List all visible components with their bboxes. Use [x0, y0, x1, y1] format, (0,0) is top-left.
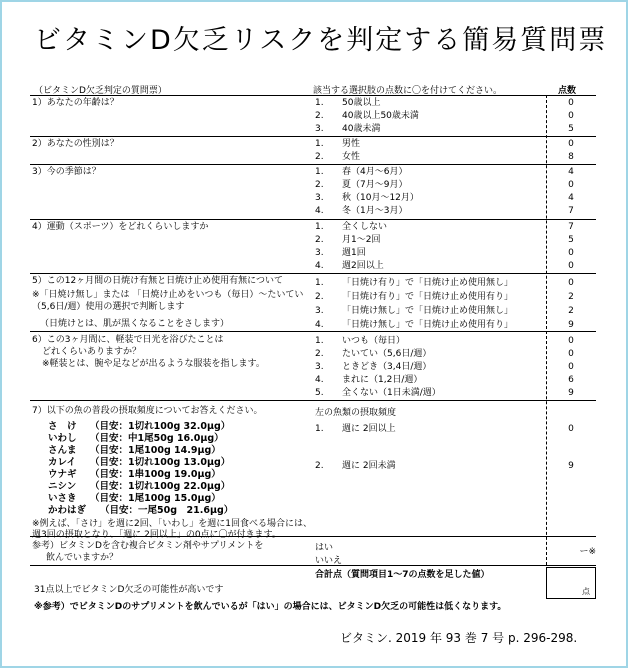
q6-opt5-label[interactable]: 全くない（1日未満/週） [342, 388, 441, 398]
q1-opt1-number: 1. [315, 98, 324, 108]
total-label: 合計点（質問項目1〜7の点数を足した値） [315, 570, 490, 580]
q6-note: ※軽装とは、腕や足などが出るような服装を指します。 [42, 359, 265, 369]
fish-name: いさき [48, 493, 77, 504]
page-title: ビタミンD欠乏リスクを判定する簡易質問票 [34, 25, 608, 56]
q7-note1: ※例えば、「さけ」を週に2回、「いわし」を週に1回食べる場合には、 [32, 519, 312, 529]
q6-opt1-score[interactable]: 0 [568, 336, 574, 346]
fish-name: ニシン [48, 481, 77, 492]
q7-opt1-label[interactable]: 週に 2回以上 [342, 424, 396, 434]
q7-opt2-label[interactable]: 週に 2回未満 [342, 461, 396, 471]
rule [30, 219, 596, 220]
q3-opt2-number: 2. [315, 180, 324, 190]
q5-opt3-label[interactable]: 「日焼け無し」で「日焼け止め使用無し」 [342, 306, 514, 316]
q7-opt1-score[interactable]: 0 [568, 424, 574, 434]
fish-guide: （目安：1切れ100g 22.0μg） [90, 481, 231, 492]
fish-guide: （目安：1尾100g 14.9μg） [90, 445, 221, 456]
q3-opt2-label[interactable]: 夏（7月〜9月） [342, 180, 408, 190]
q4-opt4-number: 4. [315, 261, 324, 271]
q7-note2: 週3回の摂取となり、「週に 2回以上」の0点に〇が付きます。 [32, 530, 281, 540]
q1-opt2-number: 2. [315, 111, 324, 121]
q2-opt1-score[interactable]: 0 [568, 139, 574, 149]
q4-opt1-score[interactable]: 7 [568, 222, 574, 232]
q5-opt1-score[interactable]: 0 [568, 278, 574, 288]
q3-opt1-score[interactable]: 4 [568, 167, 574, 177]
q5-opt4-number: 4. [315, 320, 324, 330]
q4-opt2-label[interactable]: 月1〜2回 [342, 235, 381, 245]
supplement-score: ー※ [579, 547, 596, 557]
q3-opt4-number: 4. [315, 206, 324, 216]
supplement-no[interactable]: いいえ [315, 556, 343, 566]
rule [30, 273, 596, 274]
q4-opt4-score[interactable]: 0 [568, 261, 574, 271]
q4-question: 4）運動（スポーツ）をどれくらいしますか [32, 222, 209, 232]
q4-opt3-label[interactable]: 週1回 [342, 248, 366, 258]
q6-opt4-label[interactable]: まれに（1,2日/週） [342, 375, 423, 385]
q1-opt2-label[interactable]: 40歳以上50歳未満 [342, 111, 419, 121]
q6-opt1-number: 1. [315, 336, 324, 346]
header-score: 点数 [558, 86, 577, 96]
q7-question: 7）以下の魚の普段の摂取頻度についてお答えください。 [32, 406, 263, 416]
q3-opt3-score[interactable]: 4 [568, 193, 574, 203]
q6-opt2-label[interactable]: たいてい（5,6日/週） [342, 349, 432, 359]
rule [30, 400, 596, 401]
rule [30, 164, 596, 165]
rule [30, 136, 596, 137]
header-left: （ビタミンD欠乏判定の質問票） [34, 86, 167, 96]
q6-opt5-number: 5. [315, 388, 324, 398]
q3-opt3-label[interactable]: 秋（10月〜12月） [342, 193, 419, 203]
fish-name: いわし [48, 433, 77, 444]
q3-opt2-score[interactable]: 0 [568, 180, 574, 190]
q1-opt3-score[interactable]: 5 [568, 124, 574, 134]
q1-opt1-label[interactable]: 50歳以上 [342, 98, 381, 108]
q7-freq-header: 左の魚類の摂取頻度 [315, 408, 397, 418]
rule [30, 565, 596, 566]
supplement-yes[interactable]: はい [315, 543, 334, 553]
fish-name: ウナギ [48, 469, 77, 480]
q6-question: 6）この3ヶ月間に、軽装で日光を浴びたことは [32, 335, 224, 345]
score-divider [546, 95, 547, 565]
q1-opt3-number: 3. [315, 124, 324, 134]
rule [30, 95, 596, 96]
q5-note3: （日焼けとは、肌が黒くなることをさします） [40, 319, 230, 329]
q5-note1: ※「日焼け無し」または 「日焼け止めをいつも（毎日）〜たいてい [32, 290, 304, 300]
q2-opt1-label[interactable]: 男性 [342, 139, 361, 149]
q5-opt1-number: 1. [315, 278, 324, 288]
q3-opt3-number: 3. [315, 193, 324, 203]
q6-opt2-number: 2. [315, 349, 324, 359]
q4-opt4-label[interactable]: 週2回以上 [342, 261, 384, 271]
footnote: ※参考）でビタミンDのサプリメントを飲んでいるが「はい」の場合には、ビタミンD欠乏の可能性は低くなります。 [34, 602, 507, 612]
fish-guide: （目安：1切れ100g 32.0μg） [90, 421, 231, 432]
fish-guide: （目安：一尾50g 21.6μg） [100, 505, 234, 516]
q5-note2: （5,6日/週）使用の選択で判断します [32, 302, 185, 312]
q2-opt2-score[interactable]: 8 [568, 152, 574, 162]
q1-question: 1）あなたの年齢は？ [32, 98, 119, 108]
q6-opt1-label[interactable]: いつも（毎日） [342, 336, 406, 346]
q5-opt4-score[interactable]: 9 [568, 320, 574, 330]
q3-opt1-number: 1. [315, 167, 324, 177]
citation: ビタミン. 2019 年 93 巻 7 号 p. 296-298. [340, 631, 578, 645]
fish-guide: （目安：1切れ100g 13.0μg） [90, 457, 231, 468]
q7-opt2-number: 2. [315, 461, 324, 471]
supplement-question-line2: 飲んでいますか？ [46, 553, 119, 563]
q4-opt1-label[interactable]: 全くしない [342, 222, 388, 232]
q4-opt3-score[interactable]: 0 [568, 248, 574, 258]
q6-opt4-score[interactable]: 6 [568, 375, 574, 385]
q4-opt1-number: 1. [315, 222, 324, 232]
q6-opt5-score[interactable]: 9 [568, 388, 574, 398]
total-threshold: 31点以上でビタミンD欠乏の可能性が高いです [34, 585, 224, 595]
q2-opt2-number: 2. [315, 152, 324, 162]
total-unit: 点 [582, 587, 590, 596]
fish-name: さんま [48, 445, 77, 456]
rule [30, 331, 596, 332]
fish-guide: （目安：中1尾50g 16.0μg） [90, 433, 224, 444]
fish-name: かわはぎ [48, 505, 87, 516]
q4-opt2-number: 2. [315, 235, 324, 245]
q1-opt1-score[interactable]: 0 [568, 98, 574, 108]
fish-guide: （目安：1串100g 19.0μg） [90, 469, 221, 480]
q6-opt3-score[interactable]: 0 [568, 362, 574, 372]
q3-opt1-label[interactable]: 春（4月〜6月） [342, 167, 408, 177]
q7-opt2-score[interactable]: 9 [568, 461, 574, 471]
q6-opt3-label[interactable]: ときどき（3,4日/週） [342, 362, 432, 372]
fish-name: さ け [48, 421, 77, 432]
q2-question: 2）あなたの性別は？ [32, 139, 119, 149]
q1-opt2-score[interactable]: 0 [568, 111, 574, 121]
fish-name: カレイ [48, 457, 77, 468]
q5-opt3-score[interactable]: 2 [568, 306, 574, 316]
q4-opt2-score[interactable]: 5 [568, 235, 574, 245]
q5-opt3-number: 3. [315, 306, 324, 316]
q5-question: 5）この12ヶ月間の日焼け有無と日焼け止め使用有無について [32, 276, 283, 286]
q5-opt2-number: 2. [315, 292, 324, 302]
q1-opt3-label[interactable]: 40歳未満 [342, 124, 381, 134]
q5-opt2-score[interactable]: 2 [568, 292, 574, 302]
q6-question-line2: どれくらいありますか？ [42, 347, 142, 357]
q2-opt2-label[interactable]: 女性 [342, 152, 361, 162]
supplement-question: 参考）ビタミンDを含む複合ビタミン剤やサプリメントを [32, 541, 264, 551]
q3-question: 3）今の季節は？ [32, 167, 101, 177]
q3-opt4-label[interactable]: 冬（1月〜3月） [342, 206, 408, 216]
q3-opt4-score[interactable]: 7 [568, 206, 574, 216]
q7-opt1-number: 1. [315, 424, 324, 434]
fish-guide: （目安：1尾100g 15.0μg） [90, 493, 221, 504]
header-middle: 該当する選択肢の点数に〇を付けてください。 [313, 86, 503, 96]
q6-opt4-number: 4. [315, 375, 324, 385]
q6-opt2-score[interactable]: 0 [568, 349, 574, 359]
q5-opt1-label[interactable]: 「日焼け有り」で「日焼け止め使用無し」 [342, 278, 514, 288]
q6-opt3-number: 3. [315, 362, 324, 372]
q5-opt4-label[interactable]: 「日焼け無し」で「日焼け止め使用有り」 [342, 320, 514, 330]
q2-opt1-number: 1. [315, 139, 324, 149]
q4-opt3-number: 3. [315, 248, 324, 258]
q5-opt2-label[interactable]: 「日焼け有り」で「日焼け止め使用有り」 [342, 292, 514, 302]
